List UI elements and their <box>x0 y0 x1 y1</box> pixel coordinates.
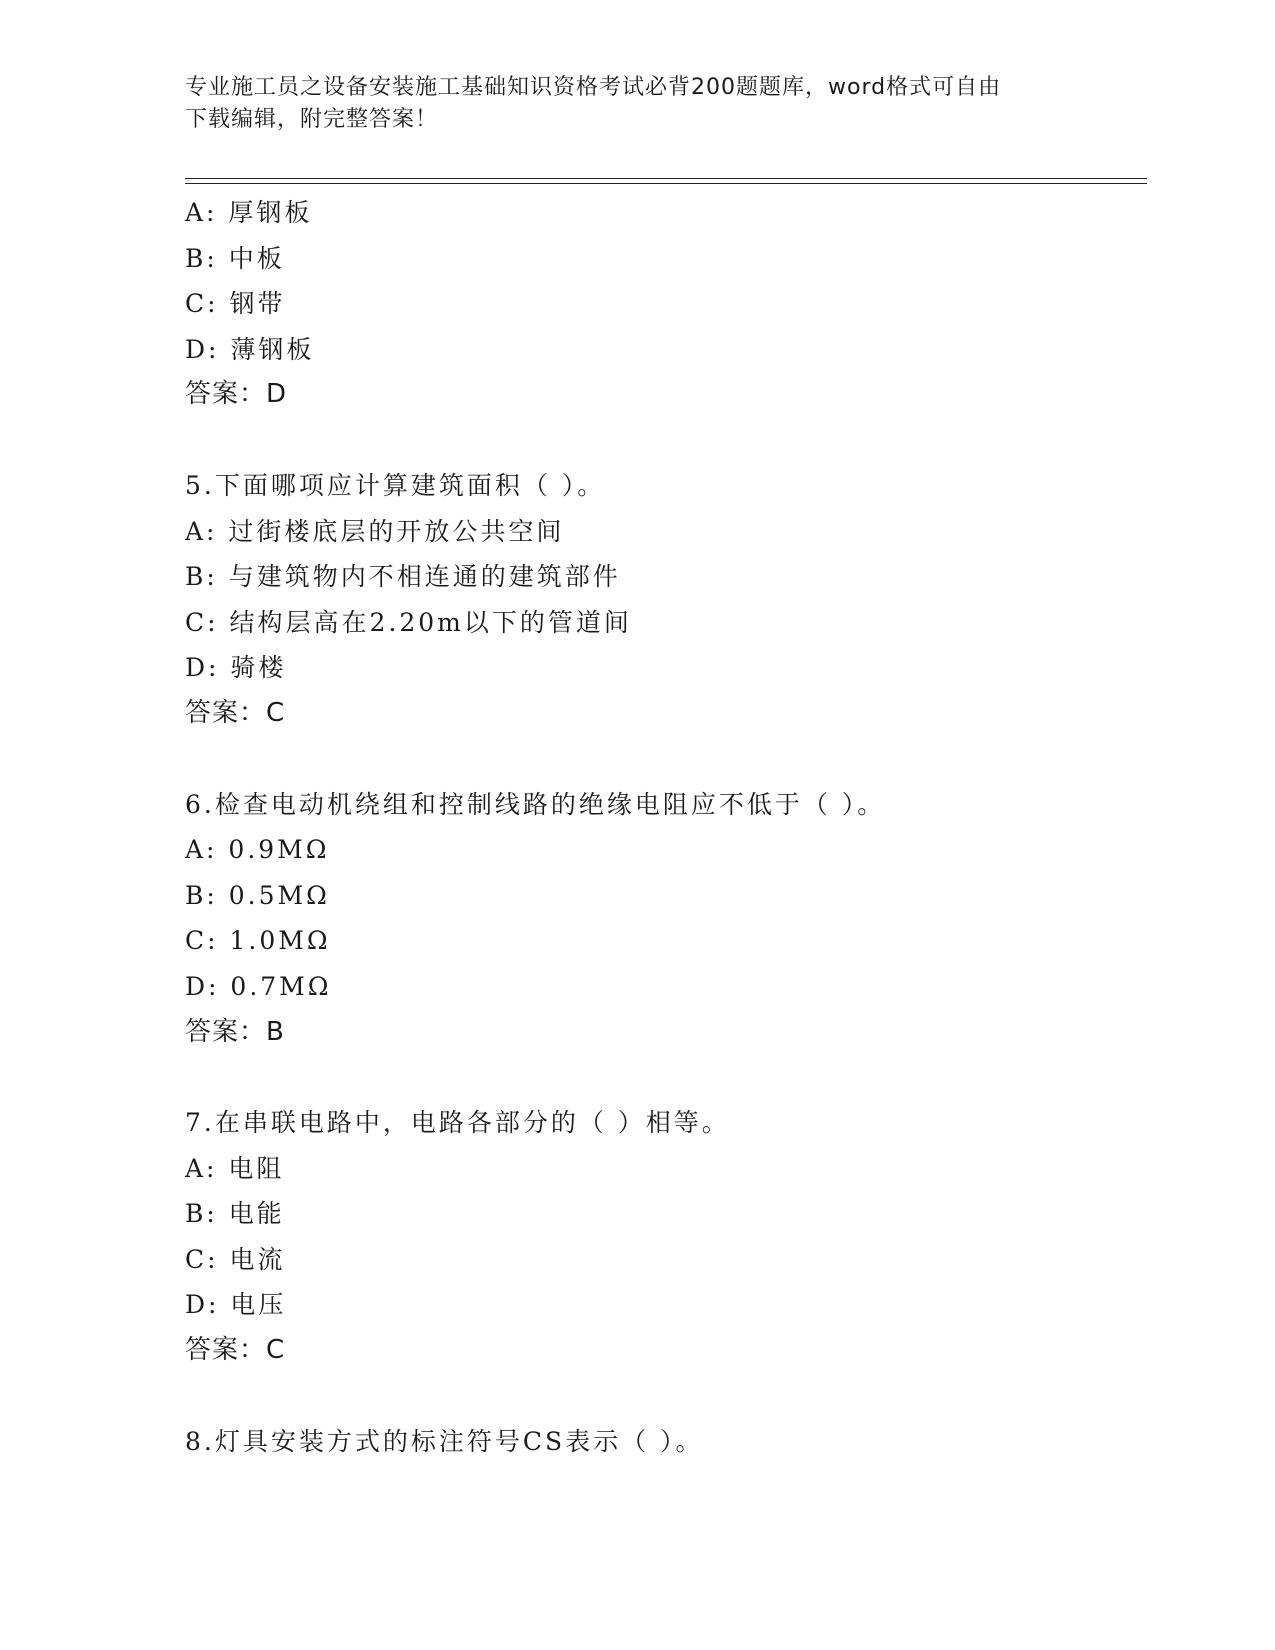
question-block-partial <box>185 190 1145 418</box>
option-a: A: 0.9MΩ <box>185 835 330 865</box>
answer-line: 答案：C <box>185 1335 286 1366</box>
document-header <box>185 72 1085 136</box>
option-a: A: 电阻 <box>185 1153 285 1183</box>
option-b: B: 与建筑物内不相连通的建筑部件 <box>185 562 621 592</box>
question-block-6 <box>185 782 1145 1056</box>
option-b: B: 电能 <box>185 1199 285 1229</box>
option-d: D: 0.7MΩ <box>185 971 332 1001</box>
question-block-8 <box>185 1419 1145 1465</box>
option-d: D: 电压 <box>185 1290 287 1320</box>
header-divider-bottom <box>185 183 1147 184</box>
header-title-line-2: 下载编辑，附完整答案！ <box>185 107 439 132</box>
option-a: A: 过街楼底层的开放公共空间 <box>185 516 565 546</box>
option-c: C: 电流 <box>185 1244 286 1274</box>
spacer <box>185 1055 1145 1100</box>
spacer <box>185 1374 1145 1419</box>
answer-line: 答案：B <box>185 1016 285 1047</box>
header-divider-top <box>185 178 1147 179</box>
option-d: D: 骑楼 <box>185 653 287 683</box>
question-stem: 5.下面哪项应计算建筑面积（ ）。 <box>185 470 606 500</box>
question-list <box>185 190 1145 1464</box>
question-stem: 8.灯具安装方式的标注符号CS表示（ ）。 <box>185 1426 704 1456</box>
option-a: A: 厚钢板 <box>185 198 313 227</box>
answer-line: 答案：D <box>185 379 288 410</box>
option-c: C: 结构层高在2.20m以下的管道间 <box>185 607 632 637</box>
question-block-5 <box>185 463 1145 737</box>
question-block-7 <box>185 1100 1145 1374</box>
answer-line: 答案：C <box>185 697 286 728</box>
spacer <box>185 737 1145 782</box>
option-b: B: 中板 <box>185 243 285 273</box>
option-c: C: 1.0MΩ <box>185 926 331 956</box>
option-b: B: 0.5MΩ <box>185 880 330 910</box>
question-stem: 6.检查电动机绕组和控制线路的绝缘电阻应不低于（ ）。 <box>185 789 886 819</box>
option-c: C: 钢带 <box>185 289 286 319</box>
option-d: D: 薄钢板 <box>185 334 315 364</box>
header-title-line-1: 专业施工员之设备安装施工基础知识资格考试必背200题题库，word格式可自由 <box>185 75 1002 100</box>
spacer <box>185 418 1145 463</box>
question-stem: 7.在串联电路中，电路各部分的（ ）相等。 <box>185 1108 730 1138</box>
